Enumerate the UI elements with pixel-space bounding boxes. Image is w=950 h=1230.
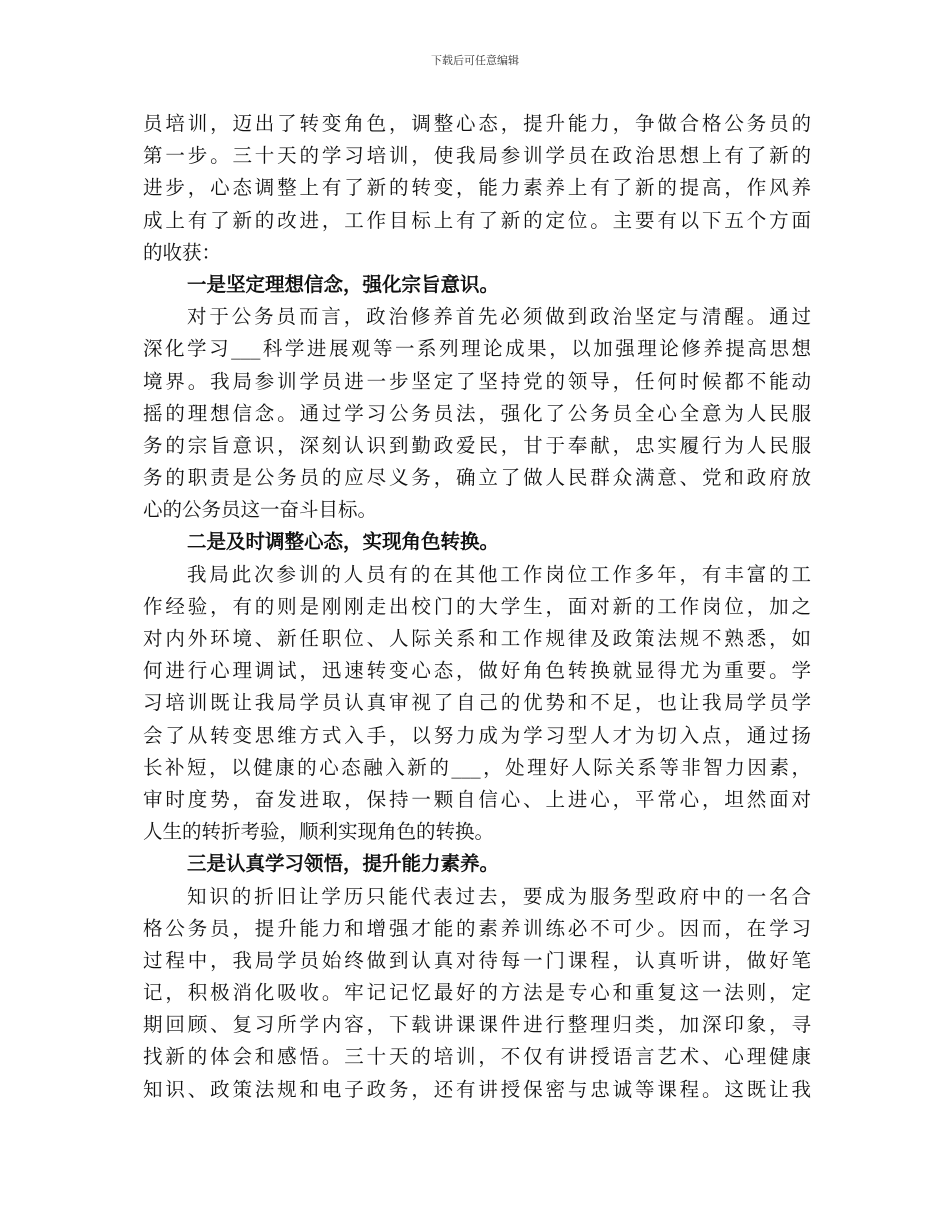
section-heading-1: 一是坚定理想信念，强化宗旨意识。 bbox=[187, 272, 500, 296]
document-body bbox=[143, 108, 811, 1106]
text-line: 会了从转变思维方式入手，以努力成为学习型人才为切入点，通过扬 bbox=[143, 723, 811, 747]
text-line: 找新的体会和感悟。三十天的培训，不仅有讲授语言艺术、心理健康 bbox=[143, 1045, 811, 1069]
text-line: 心的公务员这一奋斗目标。 bbox=[143, 498, 378, 522]
text-line: 习培训既让我局学员认真审视了自己的优势和不足，也让我局学员学 bbox=[143, 691, 811, 715]
text-line: 对于公务员而言，政治修养首先必须做到政治坚定与清醒。通过 bbox=[187, 305, 811, 329]
text-line: 务的职责是公务员的应尽义务，确立了做人民群众满意、党和政府放 bbox=[143, 466, 811, 490]
text-line: 我局此次参训的人员有的在其他工作岗位工作多年，有丰富的工 bbox=[187, 562, 811, 586]
text-line: 记，积极消化吸收。牢记记忆最好的方法是专心和重复这一法则，定 bbox=[143, 981, 811, 1005]
text-line: 境界。我局参训学员进一步坚定了坚持党的领导，任何时候都不能动 bbox=[143, 369, 811, 393]
text-line: 格公务员，提升能力和增强才能的素养训练必不可少。因而，在学习 bbox=[143, 916, 811, 940]
text-line: 的收获： bbox=[143, 240, 222, 264]
section-heading-3: 三是认真学习领悟，提升能力素养。 bbox=[187, 852, 500, 876]
page-header: 下载后可任意编辑 bbox=[431, 54, 519, 67]
text-line: 对内外环境、新任职位、人际关系和工作规律及政策法规不熟悉，如 bbox=[143, 627, 811, 650]
text-line: 员培训，迈出了转变角色，调整心态，提升能力，争做合格公务员的 bbox=[143, 112, 811, 135]
text-line: 何进行心理调试，迅速转变心态，做好角色转换就显得尤为重要。学 bbox=[143, 659, 811, 683]
text-line: 过程中，我局学员始终做到认真对待每一门课程，认真听讲，做好笔 bbox=[143, 948, 811, 972]
text-line: 审时度势，奋发进取，保持一颗自信心、上进心，平常心，坦然面对 bbox=[143, 787, 811, 811]
text-line: 第一步。三十天的学习培训，使我局参训学员在政治思想上有了新的 bbox=[143, 144, 811, 168]
text-line: 务的宗旨意识，深刻认识到勤政爱民，甘于奉献，忠实履行为人民服 bbox=[143, 433, 811, 457]
text-line: 作经验，有的则是刚刚走出校门的大学生，面对新的工作岗位，加之 bbox=[143, 594, 811, 618]
section-heading-2: 二是及时调整心态，实现角色转换。 bbox=[187, 530, 500, 554]
text-line: 期回顾、复习所学内容，下载讲课课件进行整理归类，加深印象，寻 bbox=[143, 1013, 811, 1037]
text-line: 进步，心态调整上有了新的转变，能力素养上有了新的提高，作风养 bbox=[143, 176, 811, 200]
text-line: 成上有了新的改进，工作目标上有了新的定位。主要有以下五个方面 bbox=[143, 208, 811, 232]
text-line: 知识、政策法规和电子政务，还有讲授保密与忠诚等课程。这既让我 bbox=[143, 1077, 811, 1101]
text-line: 知识的折旧让学历只能代表过去，要成为服务型政府中的一名合 bbox=[187, 884, 811, 908]
text-line: 长补短，以健康的心态融入新的___，处理好人际关系等非智力因素， bbox=[143, 755, 811, 779]
text-line: 深化学习___科学进展观等一系列理论成果，以加强理论修养提高思想 bbox=[143, 337, 811, 361]
text-line: 人生的转折考验，顺利实现角色的转换。 bbox=[143, 820, 495, 844]
text-line: 摇的理想信念。通过学习公务员法，强化了公务员全心全意为人民服 bbox=[143, 401, 811, 425]
